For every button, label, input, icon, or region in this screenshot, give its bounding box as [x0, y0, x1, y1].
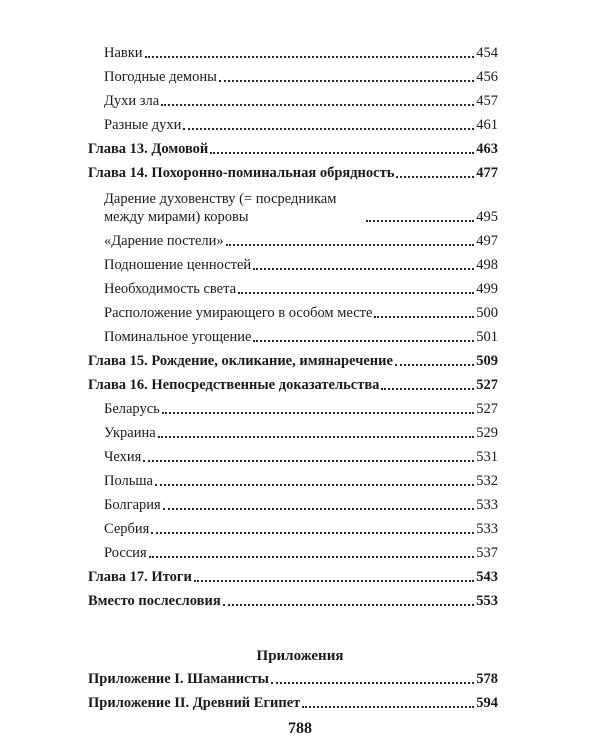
toc-entry-title: «Дарение постели»	[104, 233, 224, 249]
dot-leader	[395, 364, 474, 366]
dot-leader	[161, 104, 474, 106]
toc-entry	[88, 110, 498, 134]
toc-page-number: 527	[476, 401, 498, 417]
dot-leader	[253, 340, 474, 342]
toc-page-number: 533	[476, 521, 498, 537]
toc-page-number: 578	[476, 671, 498, 687]
toc-page-number: 454	[476, 45, 498, 61]
appendix-list	[88, 664, 498, 712]
toc-entry-title: Глава 15. Рождение, окликание, имянаречение	[88, 353, 393, 369]
toc-entry	[88, 322, 498, 346]
toc-page-number: 529	[476, 425, 498, 441]
toc-entry	[88, 182, 498, 226]
dot-leader	[219, 80, 474, 82]
toc-entry-title: Дарение духовенству (= посредникам между мирами) коровы	[104, 191, 337, 225]
dot-leader	[162, 412, 474, 414]
toc-entry-title: Глава 16. Непосредственные доказательства	[88, 377, 380, 393]
toc-entry-title: Украина	[104, 425, 156, 441]
toc-page-number: 500	[476, 305, 498, 321]
dot-leader	[143, 460, 474, 462]
dot-leader	[151, 532, 474, 534]
toc-entry-title: Вместо послесловия	[88, 593, 221, 609]
toc-entry	[88, 226, 498, 250]
toc-entry-title: Подношение ценностей	[104, 257, 252, 273]
toc-entry-title: Приложение II. Древний Египет	[88, 695, 301, 711]
dot-leader	[210, 152, 474, 154]
toc-entry	[88, 38, 498, 62]
toc-page-number: 477	[476, 165, 498, 181]
toc-page-number: 532	[476, 473, 498, 489]
toc-entry	[88, 442, 498, 466]
toc-page-number: 527	[476, 377, 498, 393]
toc-entry	[88, 394, 498, 418]
toc-entry-title: Глава 14. Похоронно-поминальная обрядность	[88, 165, 395, 181]
toc-chapter-entry	[88, 346, 498, 370]
toc-entry	[88, 86, 498, 110]
toc-chapter-entry	[88, 562, 498, 586]
toc-page-number: 537	[476, 545, 498, 561]
toc-page-number: 497	[476, 233, 498, 249]
dot-leader	[223, 604, 475, 606]
dot-leader	[158, 436, 475, 438]
toc-page-number: 498	[476, 257, 498, 273]
toc-page-number: 457	[476, 93, 498, 109]
toc-page-number: 594	[476, 695, 498, 711]
dot-leader	[271, 682, 474, 684]
toc-page-number: 533	[476, 497, 498, 513]
toc-entry	[88, 298, 498, 322]
toc-entry	[88, 62, 498, 86]
toc-entry-title: Расположение умирающего в особом месте	[104, 305, 373, 321]
toc-page-number: 509	[476, 353, 498, 369]
toc-chapter-entry	[88, 586, 498, 610]
table-of-contents	[88, 38, 498, 610]
toc-page-number: 463	[476, 141, 498, 157]
dot-leader	[374, 316, 474, 318]
toc-entry-title: Беларусь	[104, 401, 160, 417]
dot-leader	[381, 388, 474, 390]
toc-entry-title: Сербия	[104, 521, 150, 537]
dot-leader	[366, 220, 474, 222]
page-number: 788	[288, 720, 312, 737]
toc-entry	[88, 538, 498, 562]
toc-chapter-entry	[88, 688, 498, 712]
toc-entry-title: Глава 17. Итоги	[88, 569, 192, 585]
toc-entry	[88, 466, 498, 490]
dot-leader	[253, 268, 474, 270]
dot-leader	[226, 244, 475, 246]
toc-entry-title: Навки	[104, 45, 143, 61]
toc-page-number: 553	[476, 593, 498, 609]
toc-chapter-entry	[88, 370, 498, 394]
toc-entry-title: Духи зла	[104, 93, 160, 109]
appendix-heading: Приложения	[256, 648, 344, 664]
toc-entry	[88, 250, 498, 274]
toc-entry	[88, 418, 498, 442]
dot-leader	[302, 706, 474, 708]
toc-entry-title: Польша	[104, 473, 153, 489]
dot-leader	[238, 292, 474, 294]
toc-page-number: 461	[476, 117, 498, 133]
toc-entry	[88, 490, 498, 514]
dot-leader	[194, 580, 474, 582]
dot-leader	[396, 176, 474, 178]
toc-entry-title: Чехия	[104, 449, 142, 465]
toc-page-number: 456	[476, 69, 498, 85]
toc-entry-title: Глава 13. Домовой	[88, 141, 209, 157]
toc-entry-title: Поминальное угощение	[104, 329, 252, 345]
toc-page-number: 531	[476, 449, 498, 465]
toc-entry-title: Болгария	[104, 497, 161, 513]
toc-entry-title: Россия	[104, 545, 147, 561]
dot-leader	[183, 128, 474, 130]
toc-page-number: 543	[476, 569, 498, 585]
toc-entry-title: Необходимость света	[104, 281, 237, 297]
toc-entry-title: Разные духи	[104, 117, 182, 133]
toc-entry-title: Приложение I. Шаманисты	[88, 671, 269, 687]
dot-leader	[145, 56, 475, 58]
toc-entry	[88, 274, 498, 298]
toc-chapter-entry	[88, 134, 498, 158]
toc-entry-title: Погодные демоны	[104, 69, 217, 85]
toc-page-number: 495	[476, 209, 498, 225]
toc-chapter-entry	[88, 158, 498, 182]
toc-page-number: 501	[476, 329, 498, 345]
toc-page-number: 499	[476, 281, 498, 297]
toc-chapter-entry	[88, 664, 498, 688]
dot-leader	[149, 556, 475, 558]
dot-leader	[155, 484, 474, 486]
toc-entry	[88, 514, 498, 538]
dot-leader	[163, 508, 475, 510]
